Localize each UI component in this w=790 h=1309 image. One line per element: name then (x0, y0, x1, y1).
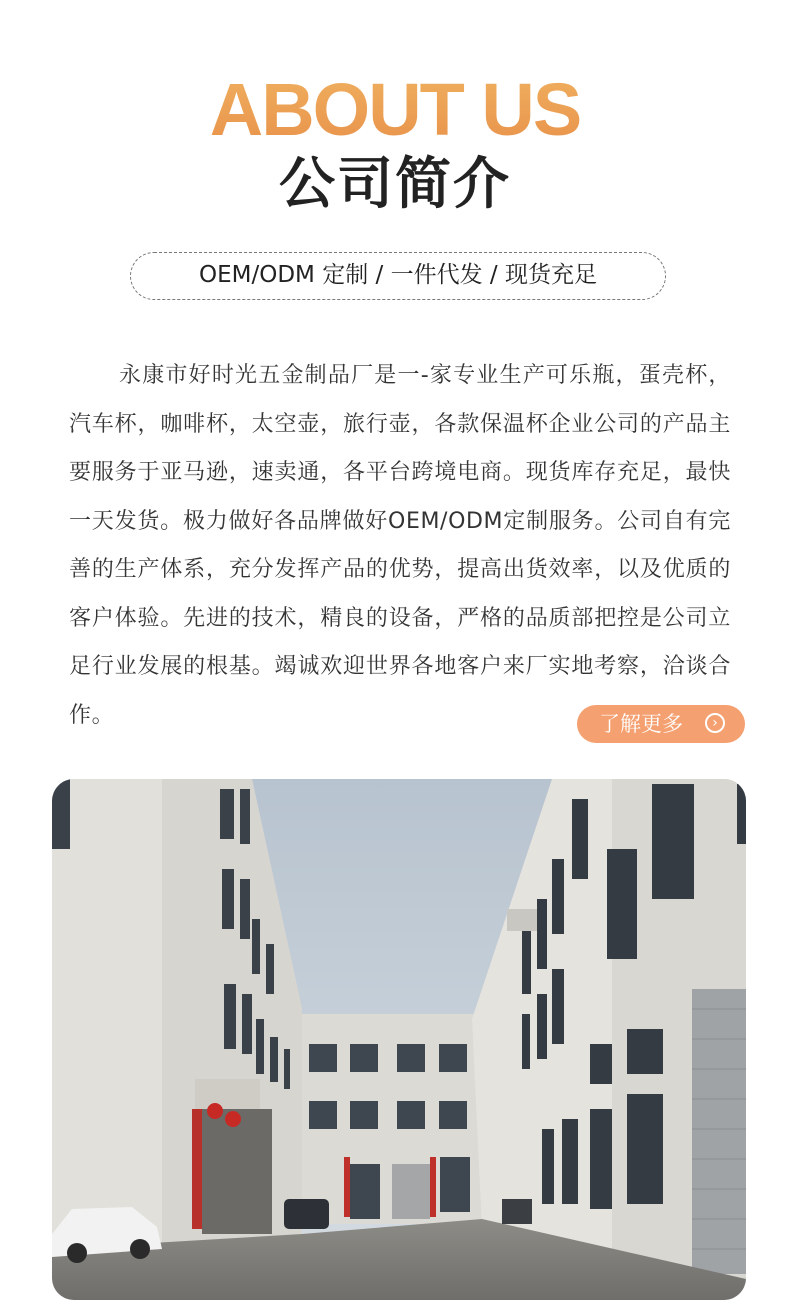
about-us-title: ABOUT US (209, 68, 581, 151)
chevron-right-circle-icon: › (705, 713, 725, 733)
learn-more-button[interactable] (577, 705, 745, 743)
factory-photo (52, 779, 746, 1300)
company-description: 永康市好时光五金制品厂是一-家专业生产可乐瓶，蛋壳杯，汽车杯，咖啡杯，太空壶，旅行壶，各款保温杯企业公司的产品主要服务于亚马逊，速卖通，各平台跨境电商。现货库存充足，最快一天发货。极力做好各品牌做好OEM/ODM定制服务。公司自有完善的生产体系，充分发挥产品的优势，提高出货效率，以及优质的客户体验。先进的技术，精良的设备，严格的品质部把控是公司立足行业发展的根基。竭诚欢迎世界各地客户来厂实地考察，洽谈合作。 (69, 363, 731, 728)
company-intro-title: 公司简介 (279, 152, 511, 217)
learn-more-label: 了解更多 (599, 712, 683, 736)
service-tagline: OEM/ODM 定制 / 一件代发 / 现货充足 (130, 252, 666, 300)
